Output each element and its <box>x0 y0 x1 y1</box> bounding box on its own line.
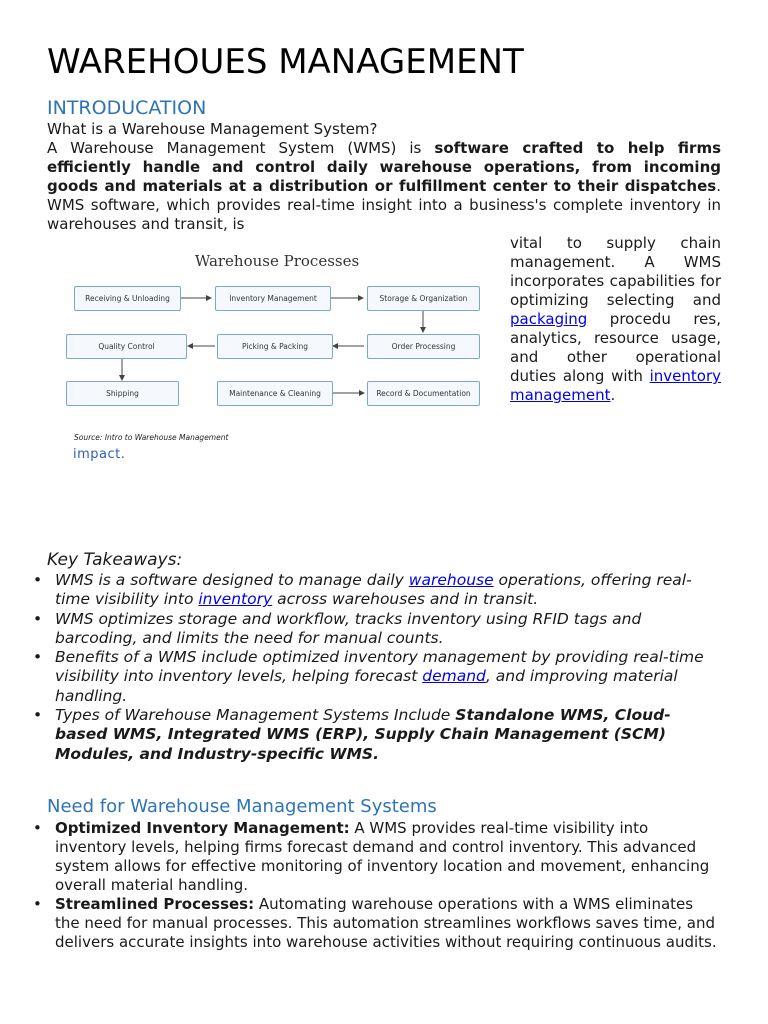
side-text-2: procedu res, analytics, resource usage, and other operational duties along with <box>510 310 721 385</box>
list-item <box>0 648 720 706</box>
list-text: operations, offering real-time visibility into <box>55 571 692 609</box>
list-text: WMS is a software designed to manage daily <box>55 571 409 589</box>
demand-link[interactable]: demand <box>422 667 486 686</box>
figure-source: Source: Intro to Warehouse Management <box>74 433 229 442</box>
key-takeaways-heading: Key Takeaways: <box>47 550 183 570</box>
need-heading: Need for Warehouse Management Systems <box>47 796 437 817</box>
list-text: Types of Warehouse Management Systems Include <box>55 706 456 725</box>
list-text: Automating warehouse operations with a WMS eliminates the need for manual processes. This automation streamlines workflows saves time, and delivers accurate insights into warehouse activities without requiring continuous audits. <box>55 895 717 951</box>
intro-question: What is a Warehouse Management System? <box>47 120 378 138</box>
intro-text-2: . WMS software, which provides real-time insight into a business's complete inventory in warehouses and transit, is <box>47 177 721 233</box>
list-bold-text: Streamlined Processes: <box>55 895 255 913</box>
list-item <box>0 571 720 610</box>
packaging-link[interactable]: packaging <box>510 310 588 328</box>
intro-bold-definition: software crafted to help firms efficiently handle and control daily warehouse operations, from incoming goods and materials at a distribution or fulfillment center to their dispatches <box>47 139 722 195</box>
list-text: WMS optimizes storage and workflow, tracks inventory using RFID tags and barcoding, and limits the need for manual counts. <box>55 609 642 647</box>
introduction-heading: INTRODUCATION <box>47 97 207 119</box>
process-box-inventory: Inventory Management <box>215 286 331 311</box>
warehouse-processes-figure <box>47 240 497 485</box>
process-box-shipping: Shipping <box>66 381 179 406</box>
list-text: Benefits of a WMS include optimized inventory management by providing real-time visibility into inventory levels, helping forecast <box>55 648 704 686</box>
list-text: across warehouses and in transit. <box>272 590 539 609</box>
list-item <box>0 819 722 895</box>
need-list <box>0 819 722 952</box>
impact-logo: impact. <box>73 447 126 462</box>
warehouse-link[interactable]: warehouse <box>408 571 494 589</box>
list-item <box>0 706 720 764</box>
intro-paragraph <box>47 139 721 234</box>
list-text: A WMS provides real-time visibility into inventory levels, helping firms forecast demand and control inventory. This advanced system allows for effective monitoring of inventory location and movement, enhancing overall material handling. <box>55 819 710 894</box>
intro-side-paragraph <box>510 234 721 405</box>
intro-text-1: A Warehouse Management System (WMS) is <box>47 139 435 157</box>
process-box-quality: Quality Control <box>66 334 187 359</box>
list-item <box>0 610 720 649</box>
process-box-picking: Picking & Packing <box>217 334 333 359</box>
page-title: WAREHOUES MANAGEMENT <box>47 42 524 82</box>
process-box-record: Record & Documentation <box>367 381 480 406</box>
process-box-receiving: Receiving & Unloading <box>74 286 181 311</box>
list-item <box>0 895 722 952</box>
list-bold-text: Optimized Inventory Management: <box>55 819 350 837</box>
list-bold-text: Standalone WMS, Cloud-based WMS, Integrated WMS (ERP), Supply Chain Management (SCM) Modules, and Industry-specific WMS. <box>55 706 671 763</box>
list-text: , and improving material handling. <box>55 667 678 705</box>
inventory-management-link[interactable]: inventory management <box>510 367 721 404</box>
side-text-1: vital to supply chain management. A WMS incorporates capabilities for optimizing selecting and <box>510 234 721 309</box>
inventory-link[interactable]: inventory <box>198 590 273 609</box>
process-box-maintenance: Maintenance & Cleaning <box>217 381 333 406</box>
process-box-order: Order Processing <box>367 334 480 359</box>
figure-title: Warehouse Processes <box>194 252 360 270</box>
side-text-3: . <box>610 386 616 404</box>
key-takeaways-list <box>0 571 720 764</box>
process-box-storage: Storage & Organization <box>367 286 480 311</box>
